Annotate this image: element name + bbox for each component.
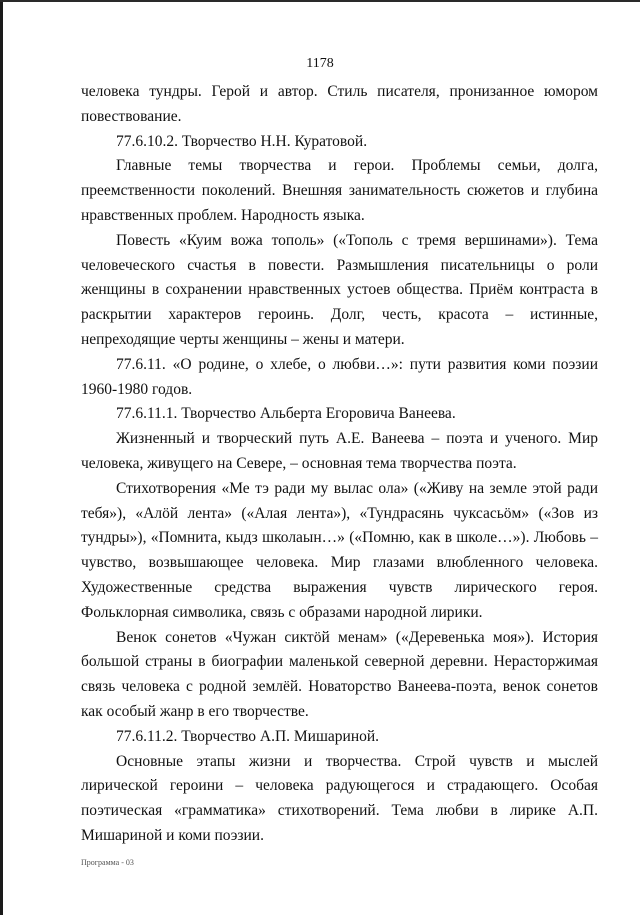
paragraph-3: Главные темы творчества и герои. Проблемы семьи, долга, преемственности поколений. Внешняя занимательность сюжетов и глубина нравственных проблем. Народность языка. — [81, 157, 598, 224]
scan-top-edge — [0, 0, 640, 2]
paragraph-9: Венок сонетов «Чужан сиктӧй менам» («Деревенька моя»). История большой страны в биографии маленькой северной деревни. Нерасторжимая связь человека с родной землёй. Новаторство Ванеева-поэта, венок сонетов как особый жанр в его творчестве. — [81, 628, 598, 720]
paragraph-8: Стихотворения «Ме тэ ради му вылас ола» («Живу на земле этой ради тебя»), «Алӧй лента» («Алая лента»), «Тундрасянь чуксасьӧм» («Зов из тундры»), «Помнита, кыдз школаын…» («Помню, как в школе…»). Любовь – чувство, возвышающее человека. Мир глазами влюбленного человека. Художественные средства выражения чувств лирического героя. Фольклорная символика, связь с образами народной лирики. — [81, 479, 598, 621]
paragraph-7: Жизненный и творческий путь А.Е. Ванеева – поэта и ученого. Мир человека, живущего на Севере, – основная тема творчества поэта. — [81, 430, 598, 472]
page-number: 1178 — [306, 56, 334, 71]
footer-label: Программа - 03 — [81, 858, 134, 867]
scan-left-edge — [0, 0, 3, 915]
heading-77-6-11-2: 77.6.11.2. Творчество А.П. Мишариной. — [116, 727, 380, 745]
document-body — [81, 80, 598, 849]
heading-77-6-11: 77.6.11. «О родине, о хлебе, о любви…»: пути развития коми поэзии 1960-1980 годов. — [81, 355, 598, 398]
paragraph-11: Основные этапы жизни и творчества. Строй чувств и мыслей лирической героини – человека радующегося и страдающего. Особая поэтическая «грамматика» стихотворений. Тема любви в лирике А.П. Мишариной и коми поэзии. — [81, 752, 598, 844]
paragraph-1: человека тундры. Герой и автор. Стиль писателя, пронизанное юмором повествование. — [81, 83, 598, 125]
heading-77-6-10-2: 77.6.10.2. Творчество Н.Н. Куратовой. — [116, 132, 368, 150]
heading-77-6-11-1: 77.6.11.1. Творчество Альберта Егоровича Ванеева. — [116, 405, 456, 423]
paragraph-4: Повесть «Куим вожа тополь» («Тополь с тремя вершинами»). Тема человеческого счастья в повести. Размышления писательницы о роли женщины в сохранении нравственных устоев общества. Приём контраста в раскрытии характеров героинь. Долг, честь, красота – истинные, непреходящие черты женщины – жены и матери. — [81, 231, 598, 348]
